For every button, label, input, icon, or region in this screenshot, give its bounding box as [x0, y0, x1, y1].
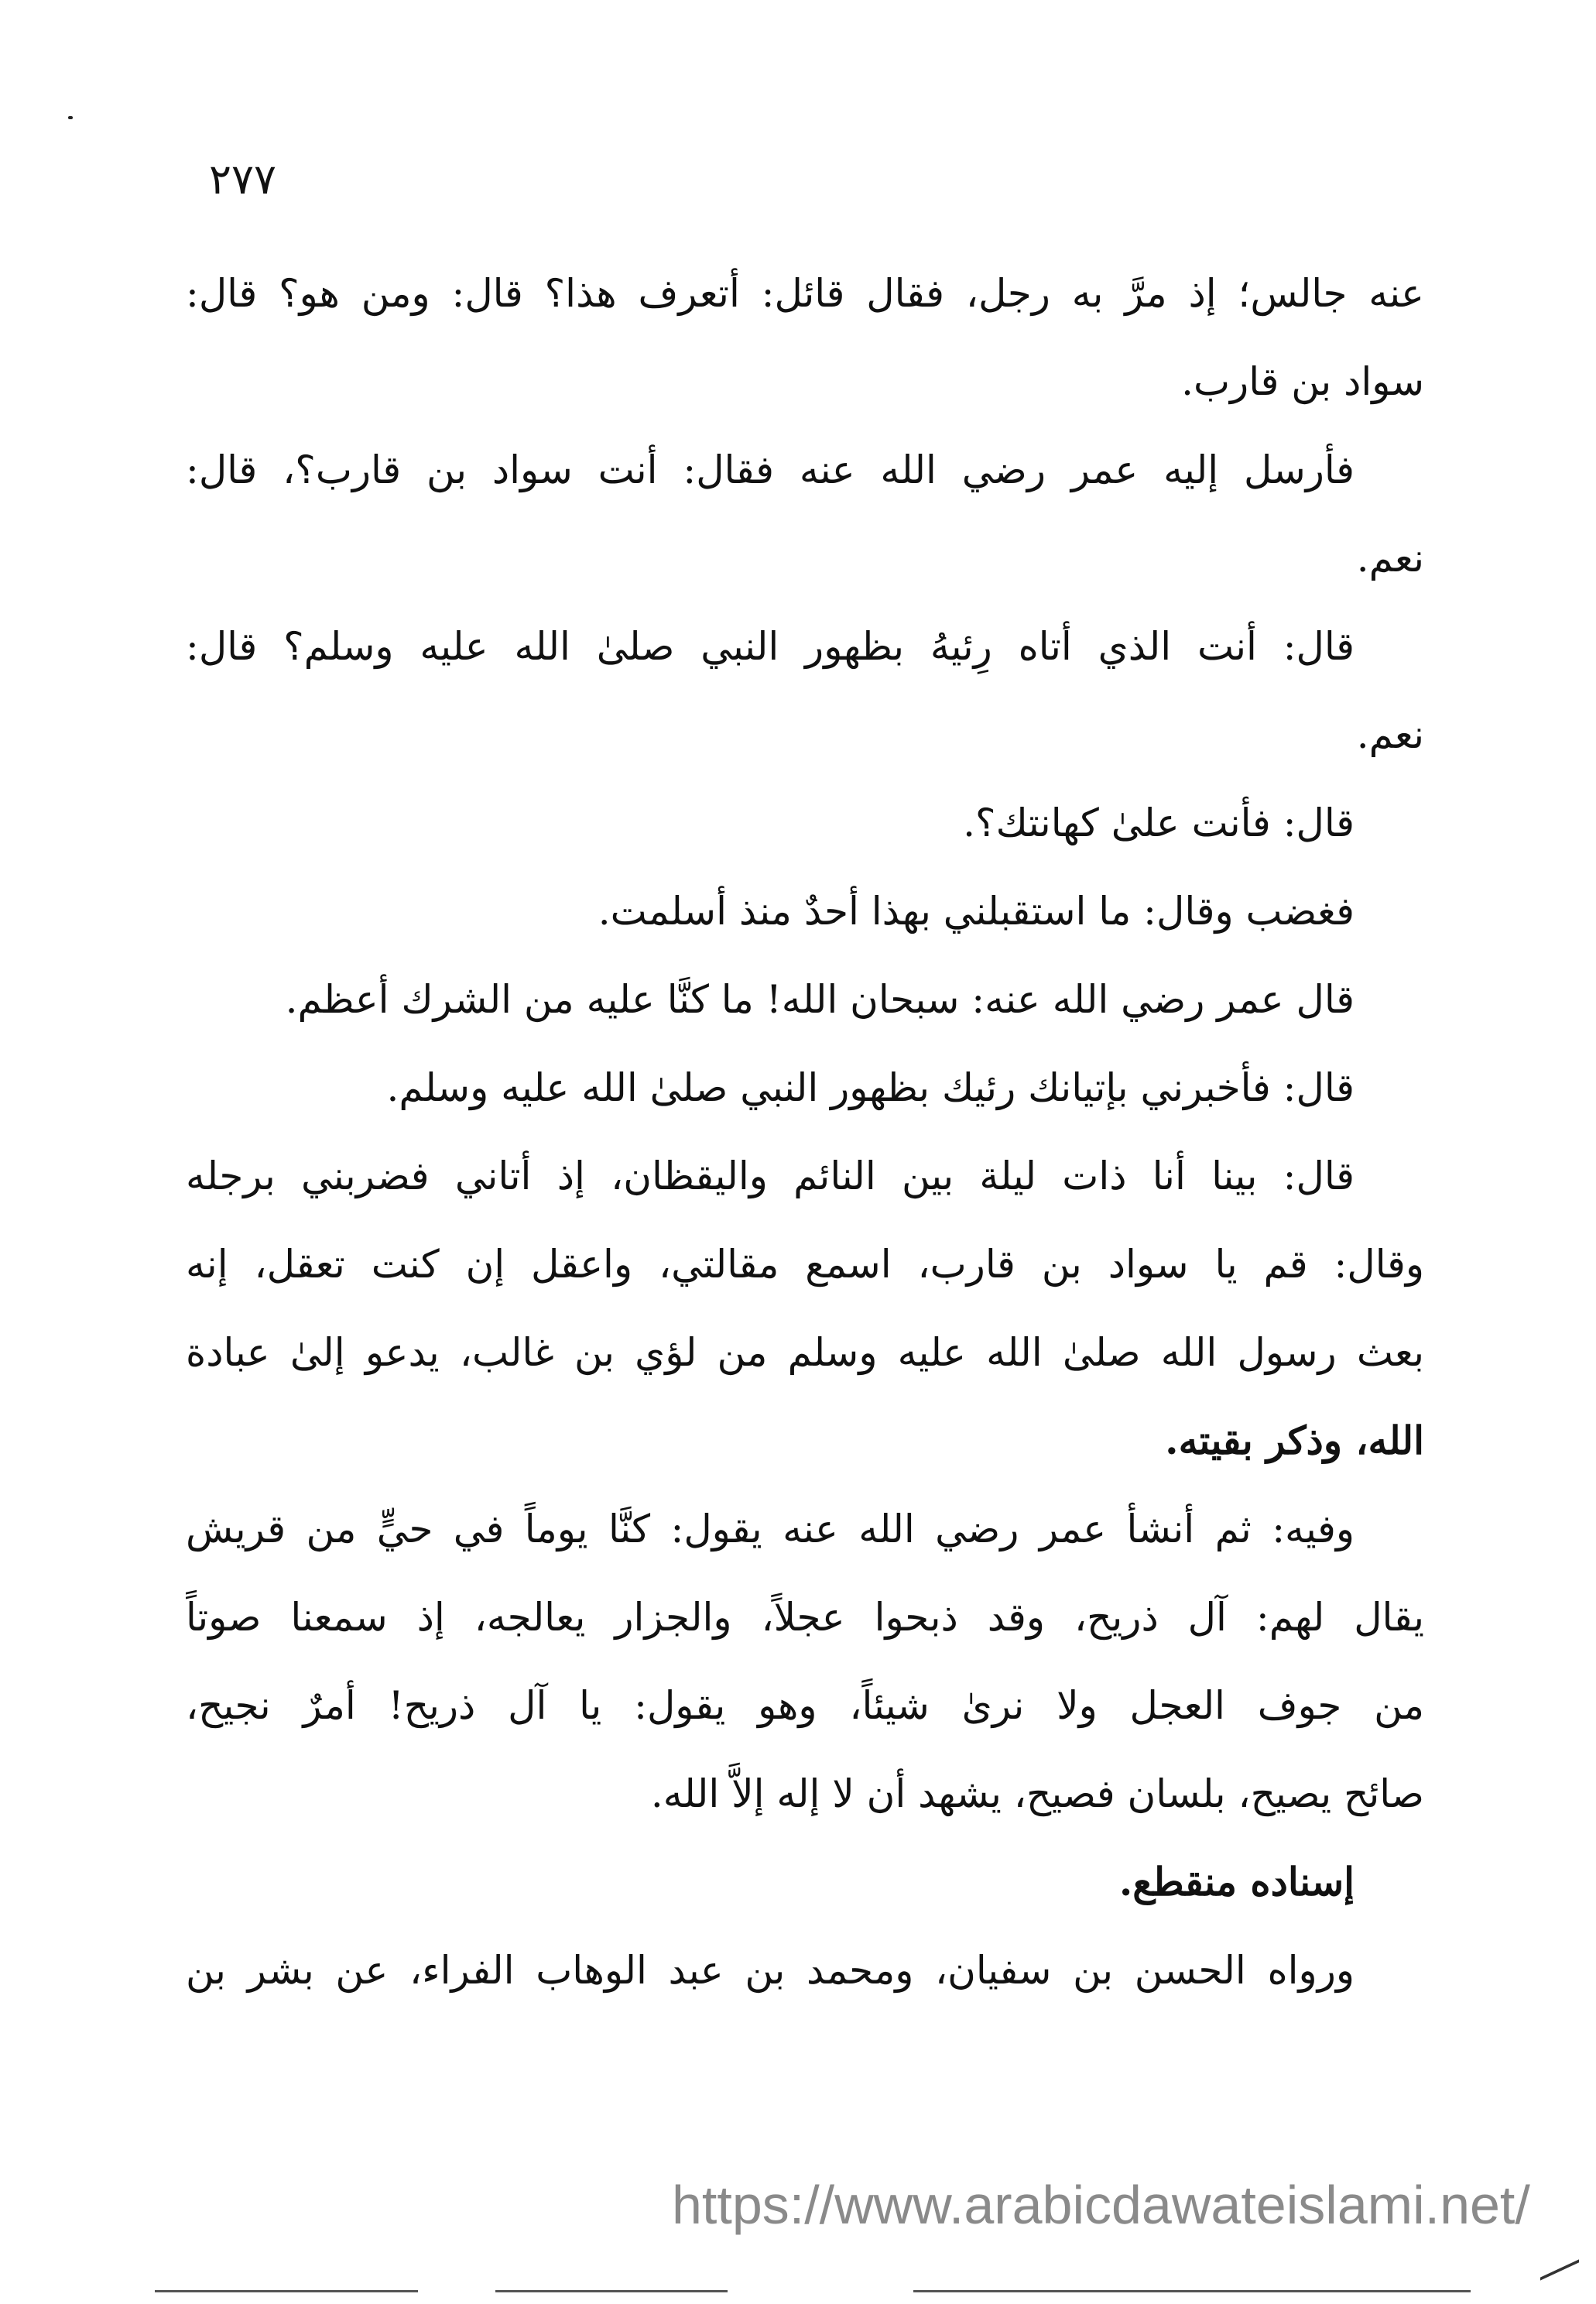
scan-speck — [68, 116, 73, 119]
text-line: قال عمر رضي الله عنه: سبحان الله! ما كنَّا عليه من الشرك أعظم. — [285, 977, 1355, 1022]
paragraph-11 — [186, 1926, 1424, 2014]
text-line: قال: فأنت علىٰ كهانتك؟. — [963, 801, 1355, 845]
text-line: الله، وذكر بقيته. — [1165, 1418, 1424, 1463]
text-line: فغضب وقال: ما استقبلني بهذا أحدٌ منذ أسلمت. — [598, 889, 1355, 934]
paragraph-4 — [186, 779, 1424, 867]
corner-mark — [1540, 2259, 1579, 2300]
paragraph-3 — [186, 602, 1424, 779]
text-line: صائح يصيح، بلسان فصيح، يشهد أن لا إله إلاَّ الله. — [650, 1771, 1424, 1816]
text-line: من جوف العجل ولا نرىٰ شيئاً، وهو يقول: يا آل ذريح! أمرٌ نجيح، — [186, 1683, 1424, 1728]
bottom-rule — [913, 2290, 1471, 2292]
text-line: يقال لهم: آل ذريح، وقد ذبحوا عجلاً، والجزار يعالجه، إذ سمعنا صوتاً — [186, 1595, 1424, 1640]
paragraph-5 — [186, 867, 1424, 955]
text-line: عنه جالس؛ إذ مرَّ به رجل، فقال قائل: أتعرف هذا؟ قال: ومن هو؟ قال: — [186, 271, 1424, 316]
paragraph-8 — [186, 1132, 1424, 1485]
watermark-url: https://www.arabicdawateislami.net/ — [672, 2175, 1530, 2235]
text-line: فأرسل إليه عمر رضي الله عنه فقال: أنت سواد بن قارب؟، قال: — [186, 447, 1355, 492]
paragraph-9 — [186, 1485, 1424, 1838]
bottom-rule — [155, 2290, 418, 2292]
isnad-note: إسناده منقطع. — [1118, 1859, 1355, 1905]
body-text — [186, 249, 1424, 2014]
paragraph-10 — [186, 1838, 1424, 1926]
text-line: قال: بينا أنا ذات ليلة بين النائم واليقظان، إذ أتاني فضربني برجله — [186, 1154, 1355, 1198]
text-line: سواد بن قارب. — [1181, 359, 1424, 404]
page-number: ٢٧٧ — [209, 155, 277, 204]
bottom-rule — [495, 2290, 728, 2292]
text-line: ورواه الحسن بن سفيان، ومحمد بن عبد الوهاب الفراء، عن بشر بن — [186, 1948, 1355, 1993]
text-line: وفيه: ثم أنشأ عمر رضي الله عنه يقول: كنَّا يوماً في حيٍّ من قريش — [186, 1507, 1355, 1551]
text-line: نعم. — [1356, 536, 1424, 581]
paragraph-6 — [186, 955, 1424, 1044]
paragraph-7 — [186, 1044, 1424, 1132]
text-line: قال: أنت الذي أتاه رِئيهُ بظهور النبي صلىٰ الله عليه وسلم؟ قال: — [186, 624, 1355, 669]
text-line: قال: فأخبرني بإتيانك رئيك بظهور النبي صلىٰ الله عليه وسلم. — [386, 1065, 1355, 1110]
text-line: نعم. — [1356, 712, 1424, 757]
paragraph-1 — [186, 249, 1424, 426]
text-line: بعث رسول الله صلىٰ الله عليه وسلم من لؤي بن غالب، يدعو إلىٰ عبادة — [186, 1330, 1424, 1375]
text-line: وقال: قم يا سواد بن قارب، اسمع مقالتي، واعقل إن كنت تعقل، إنه — [186, 1242, 1424, 1287]
paragraph-2 — [186, 426, 1424, 602]
